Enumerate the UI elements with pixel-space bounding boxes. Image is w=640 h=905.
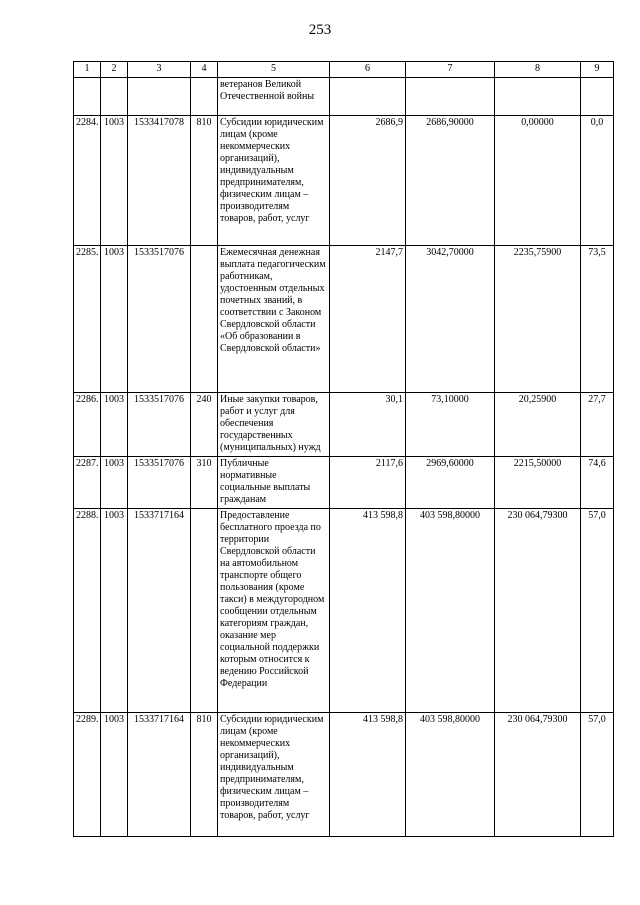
table-row [74, 246, 614, 393]
row-value-approved: 2147,7 [330, 246, 406, 393]
row-percent: 57,0 [581, 713, 614, 837]
row-percent: 27,7 [581, 393, 614, 457]
row-value-actual: 2215,50000 [495, 457, 581, 509]
row-number: 2285. [74, 246, 101, 393]
header-cell: 8 [495, 62, 581, 78]
row-target-code: 1533517076 [128, 457, 191, 509]
row-percent: 0,0 [581, 116, 614, 246]
row-percent: 57,0 [581, 509, 614, 713]
row-value-plan: 2686,90000 [406, 116, 495, 246]
row-value-actual: 230 064,79300 [495, 509, 581, 713]
header-cell: 7 [406, 62, 495, 78]
row-target-code: 1533717164 [128, 509, 191, 713]
row-value-plan: 2969,60000 [406, 457, 495, 509]
row-number: 2284. [74, 116, 101, 246]
row-target-code: 1533417078 [128, 116, 191, 246]
row-name: Предоставление бесплатного проезда по территории Свердловской области на автомобильном транспорте общего пользования (кроме такси) в междугородном сообщении отдельным категориям граждан, оказание мер социальной поддержки которым относится к ведению Российской Федерации [218, 509, 330, 713]
row-value-plan: 403 598,80000 [406, 713, 495, 837]
header-cell: 2 [101, 62, 128, 78]
row-value-plan: 73,10000 [406, 393, 495, 457]
row-name: Иные закупки товаров, работ и услуг для обеспечения государственных (муниципальных) нужд [218, 393, 330, 457]
table-row [74, 457, 614, 509]
row-percent: 74,6 [581, 457, 614, 509]
row-number: 2289. [74, 713, 101, 837]
row-section: 1003 [101, 509, 128, 713]
row-kind-code: 310 [191, 457, 218, 509]
row-value-approved: 2686,9 [330, 116, 406, 246]
row-value-approved: 413 598,8 [330, 509, 406, 713]
row-kind-code: 810 [191, 713, 218, 837]
row-name: Субсидии юридическим лицам (кроме некоммерческих организаций), индивидуальным предпринимателям, физическим лицам – производителям товаров, работ, услуг [218, 713, 330, 837]
row-target-code: 1533517076 [128, 246, 191, 393]
header-cell: 1 [74, 62, 101, 78]
page-number: 253 [308, 22, 332, 38]
row-value-actual: 20,25900 [495, 393, 581, 457]
row-value-actual: 2235,75900 [495, 246, 581, 393]
row-name: Субсидии юридическим лицам (кроме некоммерческих организаций), индивидуальным предпринимателям, физическим лицам – производителям товаров, работ, услуг [218, 116, 330, 246]
budget-table [73, 61, 614, 837]
continuation-row [74, 78, 614, 116]
row-number: 2286. [74, 393, 101, 457]
row-number: 2288. [74, 509, 101, 713]
table-row [74, 393, 614, 457]
row-name: Ежемесячная денежная выплата педагогическим работникам, удостоенным отдельных почетных званий, в соответствии с Законом Свердловской области «Об образовании в Свердловской области» [218, 246, 330, 393]
row-kind-code: 240 [191, 393, 218, 457]
row-value-approved: 30,1 [330, 393, 406, 457]
row-number: 2287. [74, 457, 101, 509]
row-kind-code [191, 509, 218, 713]
row-target-code: 1533517076 [128, 393, 191, 457]
row-section: 1003 [101, 393, 128, 457]
row-section: 1003 [101, 457, 128, 509]
row-name: Публичные нормативные социальные выплаты гражданам [218, 457, 330, 509]
header-cell: 4 [191, 62, 218, 78]
row-value-actual: 230 064,79300 [495, 713, 581, 837]
header-cell: 5 [218, 62, 330, 78]
row-section: 1003 [101, 116, 128, 246]
row-value-actual: 0,00000 [495, 116, 581, 246]
header-cell: 9 [581, 62, 614, 78]
row-value-approved: 2117,6 [330, 457, 406, 509]
row-name: ветеранов Великой Отечественной войны [218, 78, 330, 116]
row-section: 1003 [101, 713, 128, 837]
table-row [74, 509, 614, 713]
row-kind-code: 810 [191, 116, 218, 246]
header-row [74, 62, 614, 78]
row-value-plan: 3042,70000 [406, 246, 495, 393]
row-target-code: 1533717164 [128, 713, 191, 837]
row-value-approved: 413 598,8 [330, 713, 406, 837]
row-percent: 73,5 [581, 246, 614, 393]
row-kind-code [191, 246, 218, 393]
table-row [74, 713, 614, 837]
table-row [74, 116, 614, 246]
header-cell: 3 [128, 62, 191, 78]
row-value-plan: 403 598,80000 [406, 509, 495, 713]
header-cell: 6 [330, 62, 406, 78]
row-section: 1003 [101, 246, 128, 393]
